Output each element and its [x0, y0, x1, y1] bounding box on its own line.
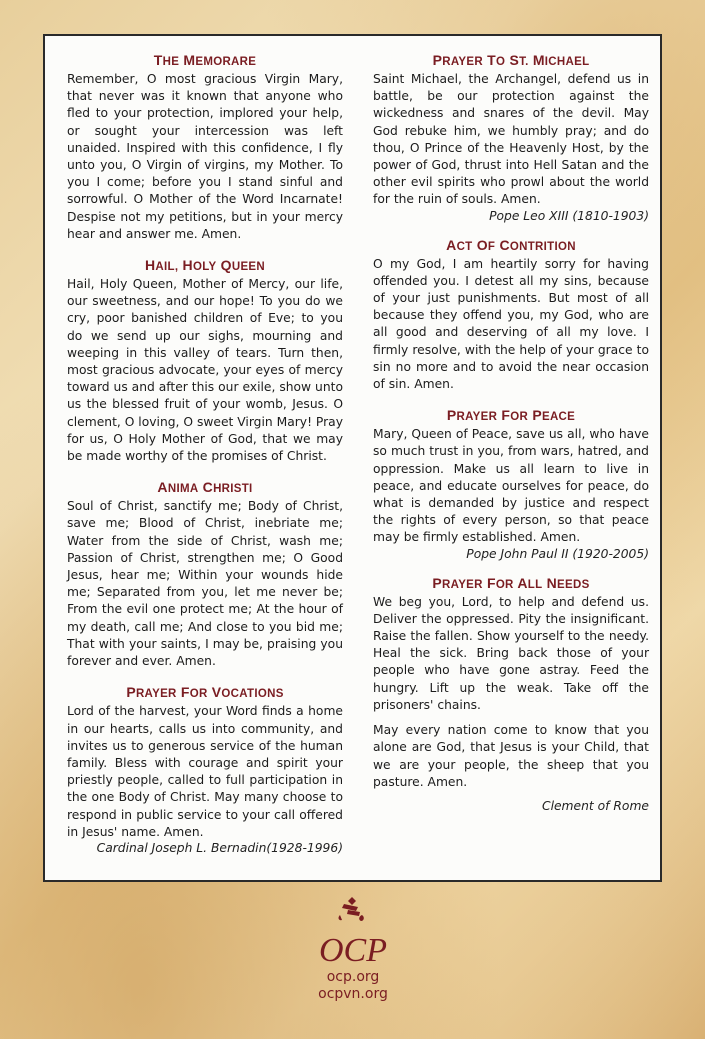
prayer-title: HAIL, HOLY QUEEN [144, 257, 266, 274]
right-column [373, 52, 649, 827]
prayer-text: We beg you, Lord, to help and defend us. Deliver the oppressed. Pity the insignificant. Raise the fallen. Show yourself to the needy. Heal the sick. Bring back those of your people who have gone astray. Feed the hungry. Lift up the weak. Take off the prisoners' chains. [373, 594, 649, 712]
prayer-hail-holy-queen [67, 257, 343, 465]
ocp-logo-icon [318, 895, 388, 969]
prayer-attribution: Pope Leo XIII (1810-1903) [489, 208, 649, 223]
prayer-text: Lord of the harvest, your Word finds a home in our hearts, calls us into community, and invites us to generous service of the human family. Bless with courage and spirit your priestly people, called to full participation in the one Body of Christ. May many choose to respond in public service to your call offered in Jesus' name. Amen. [67, 704, 343, 839]
prayer-card [43, 34, 662, 882]
prayer-title: PRAYER FOR ALL NEEDS [432, 574, 590, 591]
ocp-logo-block [303, 895, 403, 1003]
prayer-for-peace [373, 407, 649, 560]
prayer-text: Remember, O most gracious Virgin Mary, that never was it known that anyone who fled to your protection, implored your help, or sought your intercession was left unaided. Inspired with this confidence, I fly unto you, O Virgin of virgins, my Mother. To you I come; before you I stand sinful and sorrowful. O Mother of the Word Incarnate! Despise not my petitions, but in your mercy hear and answer me. Amen. [67, 72, 343, 241]
prayer-for-all-needs [373, 575, 649, 813]
prayer-act-of-contrition [373, 237, 649, 394]
prayer-anima-christi [67, 479, 343, 670]
prayer-memorare [67, 52, 343, 243]
prayer-text: Soul of Christ, sanctify me; Body of Christ, save me; Blood of Christ, inebriate me; Water from the side of Christ, wash me; Passion of Christ, strengthen me; O Good Jesus, hear me; Within your wounds hide me; Separated from you, let me never be; From the evil one protect me; At the hour of my death, call me; And close to you bid me; That with your saints, I may be, praising you forever and ever. Amen. [67, 499, 343, 669]
prayer-st-michael [373, 52, 649, 223]
prayer-text: Mary, Queen of Peace, save us all, who have so much trust in you, from wars, hatred, and oppression. Make us all learn to live in peace, and educate ourselves for peace, do what is demanded by justice and respect the rights of every person, so that peace may be firmly established. Amen. [373, 427, 649, 545]
prayer-text: O my God, I am heartily sorry for having offended you. I detest all my sins, because of your just punishments. But most of all because they offend you, my God, who are all good and deserving of all my love. I firmly resolve, with the help of your grace to sin no more and to avoid the near occasion of sin. Amen. [373, 256, 649, 392]
ocp-logo-text: OCP [319, 932, 387, 969]
prayer-text-continued: May every nation come to know that you alone are God, that Jesus is your Child, that we are your people, the sheep that you pasture. Amen. [373, 723, 649, 789]
prayer-title: ANIMA CHRISTI [157, 479, 253, 496]
prayer-attribution: Pope John Paul II (1920-2005) [466, 546, 649, 561]
prayer-text: Saint Michael, the Archangel, defend us in battle, be our protection against the wickedness and snares of the devil. May God rebuke him, we humbly pray; and do thou, O Prince of the Heavenly Host, by the power of God, thrust into Hell Satan and the other evil spirits who prowl about the world for the ruin of souls. Amen. [373, 72, 649, 207]
prayer-title: ACT OF CONTRITION [446, 236, 576, 253]
prayer-title: PRAYER TO ST. MICHAEL [432, 52, 590, 68]
prayer-attribution: Clement of Rome [541, 798, 649, 813]
ocpvn-url[interactable]: ocpvn.org [318, 986, 388, 1002]
ocp-url[interactable]: ocp.org [326, 969, 380, 985]
prayer-title: PRAYER FOR PEACE [446, 407, 576, 424]
prayer-title: THE MEMORARE [153, 52, 257, 68]
prayer-for-vocations [67, 684, 343, 855]
prayer-attribution: Cardinal Joseph L. Bernadin(1928-1996) [96, 840, 343, 855]
prayer-text: Hail, Holy Queen, Mother of Mercy, our life, our sweetness, and our hope! To you do we cry, poor banished children of Eve; to you do we send up our sighs, mourning and weeping in this valley of tears. Turn then, most gracious advocate, your eyes of mercy toward us and after this our exile, show unto us the blessed fruit of your womb, Jesus. O clement, O loving, O sweet Virgin Mary! Pray for us, O Holy Mother of God, that we may be made worthy of the promises of Christ. [67, 277, 343, 464]
prayer-title: PRAYER FOR VOCATIONS [126, 684, 284, 701]
left-column [67, 52, 343, 869]
